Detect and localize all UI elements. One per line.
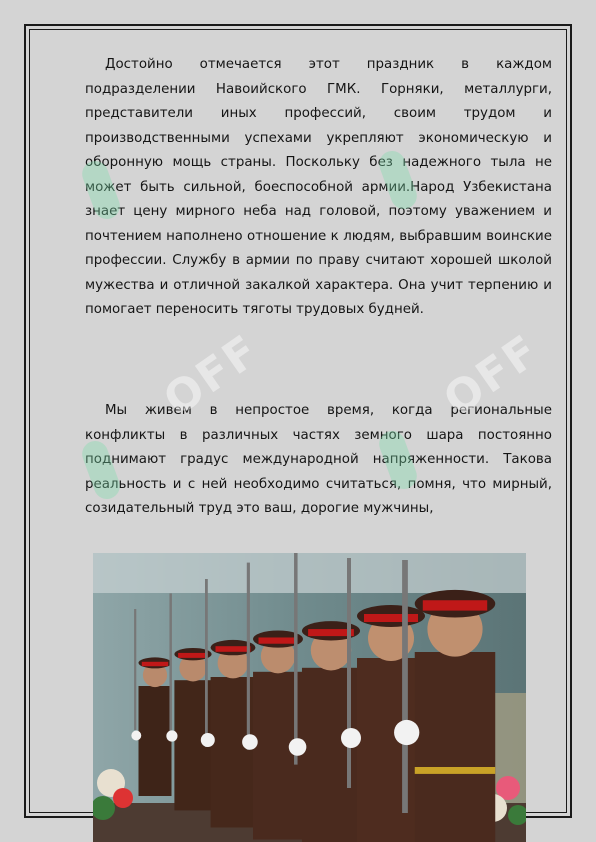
soldiers-image <box>93 553 526 842</box>
paragraph-1: Достойно отмечается этот праздник в каждом подразделении Навоийского ГМК. Горняки, металлурги, представители иных профессий, своим трудом и производственными успехами укрепляют экономическую и оборонную мощь страны. Поскольку без надежного тыла не может быть сильной, боеспособной армии.Народ Узбекистана знает цену мирного неба над головой, поэтому уважением и почтением наполнено отношение к людям, выбравшим воинские профессии. Службу в армии по праву считают хорошей школой мужества и отличной закалкой характера. Она учит терпению и помогает переносить тяготы трудовых будней. <box>85 57 552 317</box>
watermark-text: OFF <box>434 324 549 427</box>
paragraph-2: Мы живем в непростое время, когда региональные конфликты в различных частях земного шара постоянно поднимают градус международной напряженности. Такова реальность и с ней необходимо считаться, помня, что мирный, созидательный труд это ваш, дорогие мужчины, <box>85 403 552 516</box>
soldiers-photo <box>93 553 526 842</box>
watermark-text: OFF <box>154 324 269 427</box>
